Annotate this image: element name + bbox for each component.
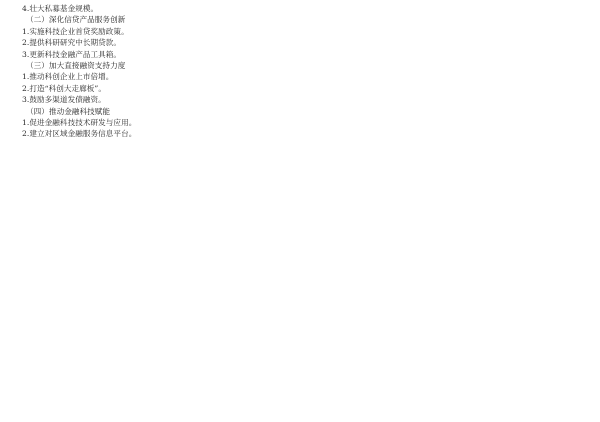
paragraph-ipo-doubling [8, 71, 592, 82]
section-heading-direct-financing: （三）加大直接融资支持力度 [26, 61, 126, 71]
paragraph-fintech-toolbox [8, 49, 592, 60]
paragraph-title: 1.促进金融科技技术研发与应用。 [22, 118, 137, 128]
paragraph-corridor-board [8, 83, 592, 94]
paragraph-bond-financing [8, 94, 592, 105]
section-heading-fintech-empowerment: （四）推动金融科技赋能 [26, 106, 111, 116]
paragraph-regional-platform [8, 128, 592, 139]
paragraph-title: 3.鼓励多渠道发债融资。 [22, 95, 106, 105]
paragraph-title: 2.建立对区域金融服务信息平台。 [22, 129, 137, 139]
paragraph-title: 1.实施科技企业首贷奖励政策。 [22, 26, 129, 36]
paragraph-title: 4.壮大私募基金规模。 [22, 4, 99, 13]
section-heading-credit-innovation: （二）深化信贷产品服务创新 [26, 15, 126, 25]
paragraph-title: 2.打造“科创大走廊板”。 [22, 83, 107, 93]
paragraph-title: 3.更新科技金融产品工具箱。 [22, 49, 122, 59]
paragraph-title: 2.提供科研研究中长期贷款。 [22, 38, 122, 48]
paragraph-first-loan-reward [8, 26, 592, 37]
paragraph-private-equity-scale [8, 3, 592, 14]
paragraph-research-long-term-loans [8, 37, 592, 48]
paragraph-title: 1.推动科创企业上市倍增。 [22, 72, 114, 82]
paragraph-fintech-rnd [8, 117, 592, 128]
